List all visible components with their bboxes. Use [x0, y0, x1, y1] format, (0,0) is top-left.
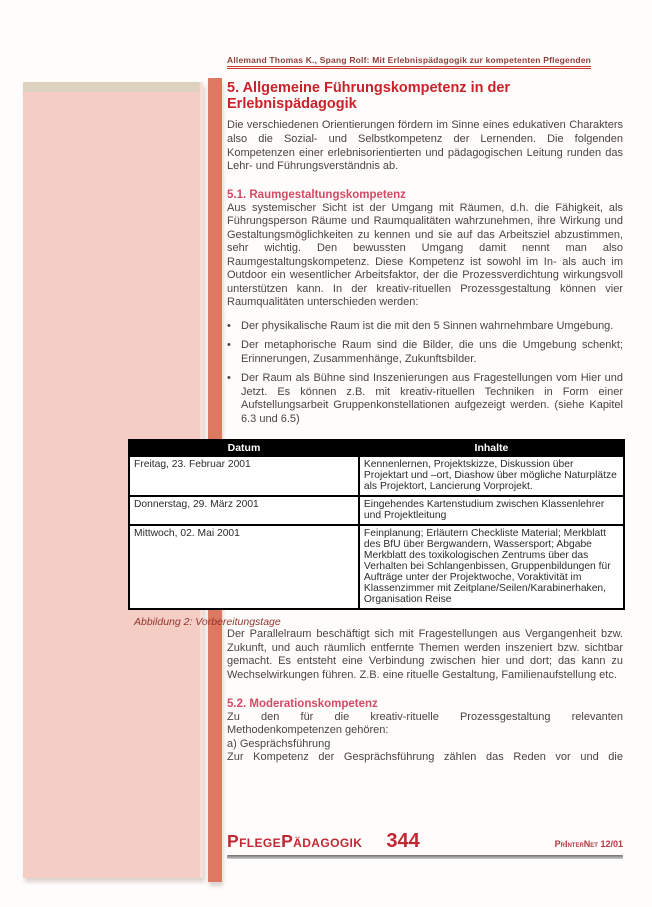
table-cell-datum: Donnerstag, 29. März 2001	[129, 496, 359, 525]
table-row	[129, 525, 624, 609]
article-column	[134, 50, 623, 765]
list-item-text: Der metaphorische Raum sind die Bilder, die uns die Umgebung schenkt; Erinnerungen, Zusammenhänge, Zukunftsbilder.	[241, 339, 623, 365]
bullet-icon: •	[227, 372, 231, 385]
column-header-inhalte: Inhalte	[359, 440, 624, 456]
footer-row	[227, 830, 623, 853]
bullet-icon: •	[227, 339, 231, 352]
room-qualities-list	[227, 320, 623, 427]
list-item	[227, 339, 623, 366]
page-footer	[227, 830, 623, 859]
section-5-1-paragraph: Aus systemischer Sicht ist der Umgang mit Räumen, d.h. die Fähigkeit, als Führungsperson Räume und Raumqualitäten wahrzunehmen, ihre Wirkung und Gestaltungsmöglichkeiten zu kennen und sie auf das Arbeitsziel abzustimmen, sehr wichtig. Den bewussten Umgang damit nennt man also Raumgestaltungskompetenz. Diese Kompetenz ist sowohl im In- als auch im Outdoor ein wesentlicher Arbeitsfaktor, der die Prozessverdichtung wirkungsvoll unterstützen kann. In der kreativ-rituellen Prozessgestaltung können vier Raumqualitäten unterschieden werden:	[227, 201, 623, 309]
list-item	[227, 372, 623, 426]
continuation-line: Zur Kompetenz der Gesprächsführung zählen das Reden vor und die	[227, 751, 623, 764]
table-cell-datum: Freitag, 23. Februar 2001	[129, 456, 359, 496]
running-header-citation: Allemand Thomas K., Spang Rolf: Mit Erlebnispädagogik zur kompetenten Pflegenden	[227, 55, 591, 69]
journal-name: PflegePädagogik	[227, 831, 363, 851]
list-item-a: a) Gesprächsführung	[227, 737, 331, 750]
table-cell-inhalte: Eingehendes Kartenstudium zwischen Klassenlehrer und Projektleitung	[359, 496, 624, 525]
sidebar-beige-strip	[23, 82, 199, 92]
preparation-days-table	[128, 439, 625, 610]
figure-caption: Abbildung 2: Vorbereitungstage	[134, 616, 281, 629]
section-5-1-heading: 5.1. Raumgestaltungskompetenz	[227, 188, 406, 201]
table-row	[129, 496, 624, 525]
section-5-2-heading: 5.2. Moderationskompetenz	[227, 697, 378, 710]
table-cell-inhalte: Kennenlernen, Projektskizze, Diskussion über Projektart und –ort, Diashow über mögliche Naturplätze als Projektort, Lancierung Vorprojekt.	[359, 456, 624, 496]
parallelraum-paragraph: Der Parallelraum beschäftigt sich mit Fragestellungen aus Vergangenheit bzw. Zukunft, und auch räumlich entfernte Themen werden inszeniert bzw. sichtbar gemacht. Es entsteht eine Verbindung zwischen hier und dort; das kann zu Wechselwirkungen führen. Z.B. eine rituelle Gestaltung, Familienaufstellung etc.	[227, 628, 623, 681]
section-5-2-paragraph: Zu den für die kreativ-rituelle Prozessgestaltung relevanten Methodenkompetenzen gehören:	[227, 710, 623, 737]
list-item	[227, 320, 623, 334]
intro-paragraph: Die verschiedenen Orientierungen fördern im Sinne eines edukativen Charakters also die Sozial- und Selbstkompetenz der Lernenden. Die folgenden Kompetenzen einer erlebnisorientierten und pädagogischen Leitung runden das Lehr- und Führungsverständnis ab.	[227, 119, 623, 173]
table-header-row	[129, 440, 624, 456]
chapter-title: 5. Allgemeine Führungskompetenz in der Erlebnispädagogik	[227, 80, 511, 113]
bullet-icon: •	[227, 319, 231, 332]
table-row	[129, 456, 624, 496]
column-header-datum: Datum	[129, 440, 359, 456]
list-item-text: Der Raum als Bühne sind Inszenierungen aus Fragestellungen vom Hier und Jetzt. Es können z.B. mit kreativ-rituellen Techniken in Form einer Aufstellungsarbeit Gruppenkonstellationen aufgezeigt werden. (siehe Kapitel 6.3 und 6.5)	[241, 372, 623, 425]
list-item-text: Der physikalische Raum ist die mit den 5 Sinnen wahrnehmbare Umgebung.	[241, 319, 614, 332]
table-cell-datum: Mittwoch, 02. Mai 2001	[129, 525, 359, 609]
table-cell-inhalte: Feinplanung; Erläutern Checkliste Material; Merkblatt des BfU über Bergwandern, Wassersport; Abgabe Merkblatt des toxikologischen Zentrums über das Verhalten bei Schlangenbissen, Gruppenbildungen für Aufträge unter der Projektwoche, Voraktivität im Klassenzimmer mit Zeitplane/Seilen/Karabinerhaken, Organisation Reise	[359, 525, 624, 609]
footer-rule	[227, 855, 623, 859]
issue-label: PrInterNet 12/01	[554, 839, 623, 849]
page-number: 344	[386, 830, 420, 852]
